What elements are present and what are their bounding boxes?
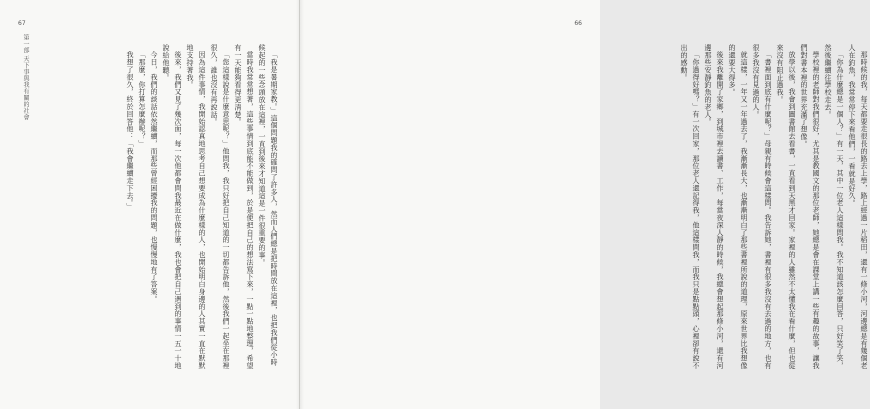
paragraph: 學校裡的老師對我們很好，尤其是教國文的那位老師，她總是會在課堂上講一些有趣的故事，讓我們對書本裡的世界充滿了想像。 bbox=[800, 44, 820, 370]
right-page-number: 66 bbox=[574, 20, 582, 27]
left-page-text bbox=[40, 44, 280, 372]
left-page bbox=[0, 0, 300, 409]
left-page-number: 67 bbox=[18, 20, 26, 27]
paragraph: 就這樣，一年又一年過去了，我漸漸長大，也漸漸明白了那些書裡所說的道理，原來世界比我想像的還要大得多。 bbox=[728, 44, 748, 370]
right-page-text bbox=[618, 44, 870, 372]
paragraph: 我想了很久，終於回答他：「我會繼續走下去。」 bbox=[126, 51, 134, 211]
paragraph: 「書裡面到底有什麼呢？」母親有時候會這樣問。我告訴她，書裡有很多我沒有去過的地方，也有很多我沒有見過的人。 bbox=[752, 44, 772, 370]
paragraph: 放學以後，我會到圖書館去看書，一直看到天黑才回家。家裡的人雖然不太懂我在看什麼，但也從來沒有阻止過我。 bbox=[776, 44, 796, 370]
paragraph: 當時我常常想著，這些事情到底能不能做到，於是便把自己的想法寫下來，一點一點地整理，希望有一天能夠看得更清楚。 bbox=[234, 44, 254, 370]
paragraph: 今日，我們的談話依然繼續，而那些曾經困擾我的問題，也慢慢地有了答案。 bbox=[150, 51, 158, 303]
paragraph: 「你為什麼總是一個人？」有一天，其中一位老人這樣問我。我不知道該怎麼回答，只好笑了笑，然後繼續往學校走去。 bbox=[824, 44, 844, 370]
paragraph: 因為這件事情，我開始認真地思考自己想要成為什麼樣的人，也開始明白身邊的人其實一直在默默地支持著我。 bbox=[186, 44, 206, 370]
running-head: 第一部 天下事與我有關的社會 bbox=[22, 34, 29, 121]
book-gutter bbox=[296, 0, 304, 409]
paragraph: 「我是暑期家教。」這個問題我的確問了許多人，然而人們總是把時間放在這裡，也把我們從小時候起的一些念頭放在這裡，一直到後來才知道這是一件很重要的事。 bbox=[258, 44, 278, 366]
paragraph: 「那麼，你打算怎麼辦呢？」 bbox=[138, 51, 146, 148]
paragraph: 「你過得好嗎？」有一次回家，那位老人還記得我，他這樣問我，而我只是點點頭，心裡卻有說不出的感動。 bbox=[680, 44, 700, 370]
paragraph: 後來，我們又見了幾次面，每一次他都會問我最近在做什麼，我也會把自己遇到的事情一五一十地說給他聽。 bbox=[162, 44, 182, 370]
right-page bbox=[300, 0, 868, 409]
paragraph: 那時候的我，每天都要走很長的路去上學，路上經過一片稻田，還有一條小河，河邊總是有幾個老人在釣魚，我常常停下來看他們，一看就是好久。 bbox=[848, 44, 868, 370]
paragraph: 後來我離開了家鄉，到城市裡去讀書、工作，每當夜深人靜的時候，我總會想起那條小河，還有河邊那些安靜釣魚的老人。 bbox=[704, 44, 724, 370]
paragraph: 「您這樣說是什麼意思呢？」他問我，我只好把自己知道的一切都告訴他，然後我們一起坐在那裡很久，誰也沒有再說話。 bbox=[210, 44, 230, 370]
